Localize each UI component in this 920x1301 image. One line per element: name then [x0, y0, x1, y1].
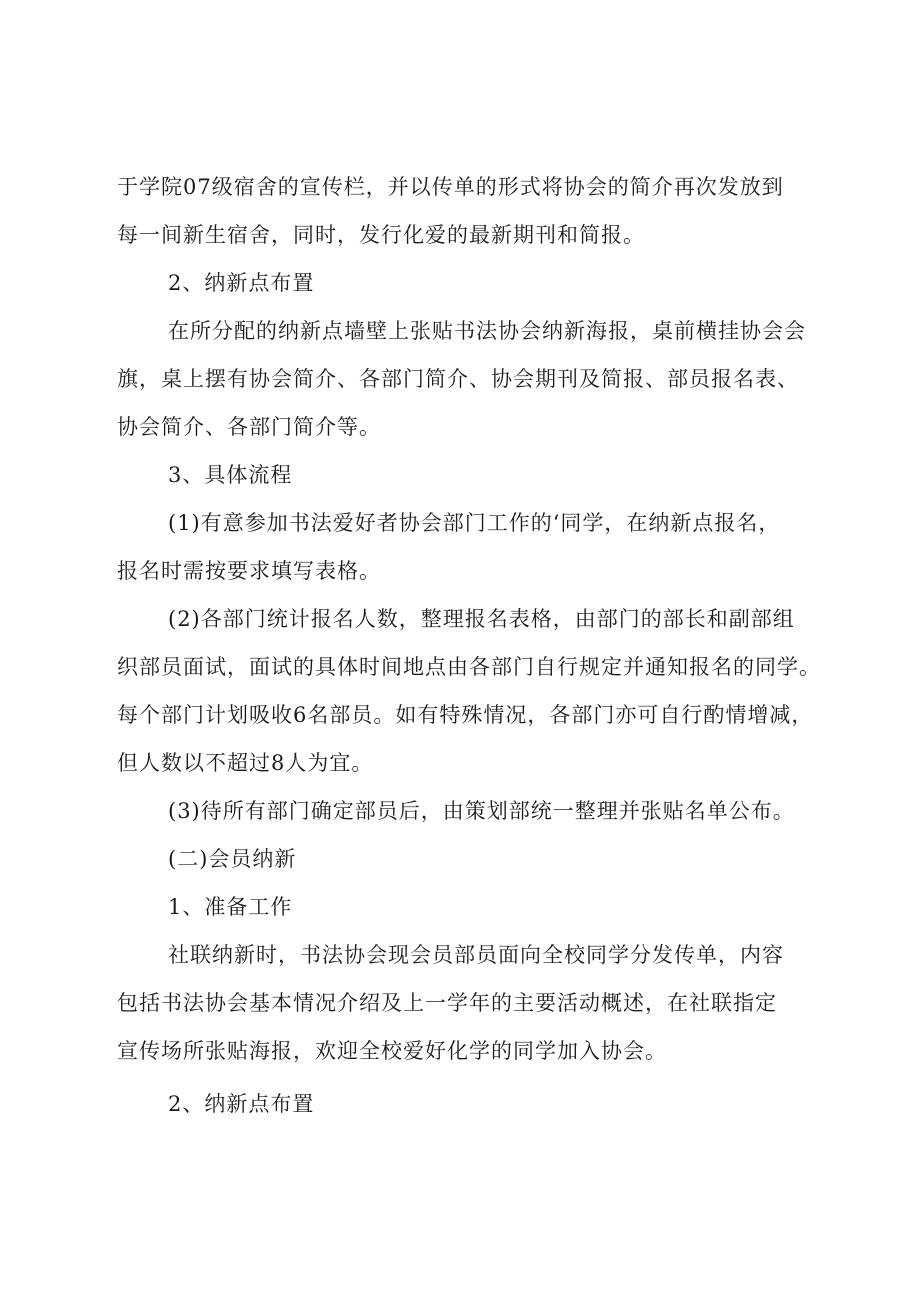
- paragraph-line: (2)各部门统计报名人数，整理报名表格，由部门的部长和副部组: [168, 607, 795, 631]
- paragraph-line: 协会简介、各部门简介等。: [117, 415, 381, 439]
- paragraph-line: 报名时需按要求填写表格。: [117, 559, 381, 583]
- section-heading: (二)会员纳新: [168, 847, 297, 871]
- paragraph-line: 旗，桌上摆有协会简介、各部门简介、协会期刊及简报、部员报名表、: [117, 367, 799, 391]
- section-heading: 1、准备工作: [168, 895, 293, 919]
- paragraph-line: 在所分配的纳新点墙壁上张贴书法协会纳新海报，桌前横挂协会会: [168, 319, 806, 343]
- paragraph-line: 每个部门计划吸收6名部员。如有特殊情况，各部门亦可自行酌情增减，: [117, 703, 814, 727]
- section-heading: 2、纳新点布置: [168, 271, 315, 295]
- section-heading: 3、具体流程: [168, 463, 293, 487]
- paragraph-line: 社联纳新时，书法协会现会员部员面向全校同学分发传单，内容: [168, 943, 784, 967]
- section-heading: 2、纳新点布置: [168, 1092, 315, 1116]
- paragraph-line: 织部员面试，面试的具体时间地点由各部门自行规定并通知报名的同学。: [117, 655, 821, 679]
- paragraph-line: 包括书法协会基本情况介绍及上一学年的主要活动概述，在社联指定: [117, 991, 777, 1015]
- paragraph-line: (1)有意参加书法爱好者协会部门工作的‘同学，在纳新点报名，: [168, 511, 781, 535]
- paragraph-line: 但人数以不超过8人为宜。: [117, 751, 374, 775]
- paragraph-line: 于学院07级宿舍的宣传栏，并以传单的形式将协会的简介再次发放到: [117, 175, 784, 199]
- paragraph-line: 每一间新生宿舍，同时，发行化爱的最新期刊和简报。: [117, 223, 645, 247]
- paragraph-line: 宣传场所张贴海报，欢迎全校爱好化学的同学加入协会。: [117, 1039, 667, 1063]
- paragraph-line: (3)待所有部门确定部员后，由策划部统一整理并张贴名单公布。: [168, 799, 795, 823]
